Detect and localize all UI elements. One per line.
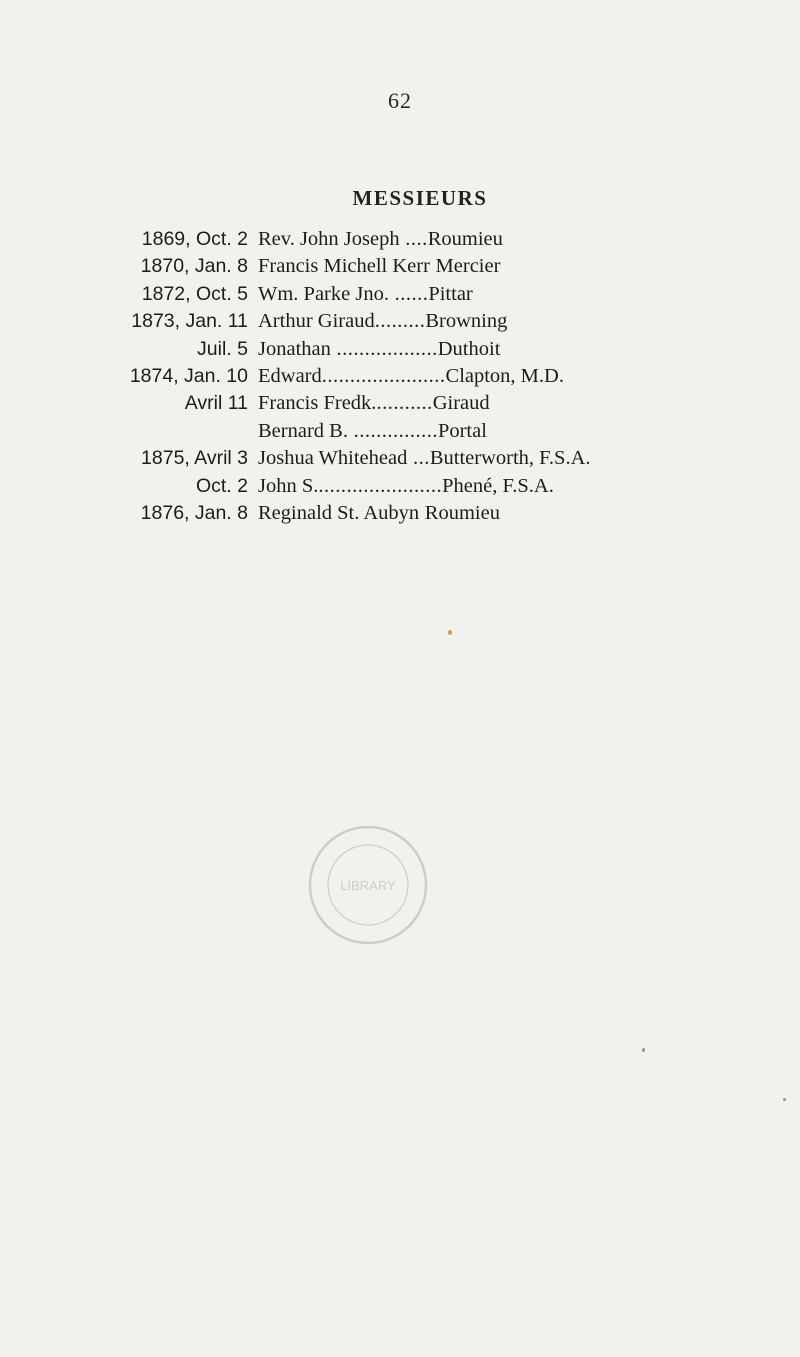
entry-name xyxy=(258,308,507,335)
entry-name xyxy=(258,390,490,417)
entry-name xyxy=(258,281,473,308)
entry-date: Oct. 2 xyxy=(195,474,248,497)
entry-given-names: Bernard B. xyxy=(258,419,348,442)
entry-given-names: Edward xyxy=(258,364,322,387)
dot-leader: ............... xyxy=(347,419,438,442)
entry-surname: Giraud xyxy=(432,392,490,415)
paper-speck xyxy=(448,630,452,635)
entry-name xyxy=(258,500,500,527)
dot-leader: .................. xyxy=(330,337,438,360)
entry-row xyxy=(0,363,800,390)
entry-surname: Clapton, M.D. xyxy=(445,364,564,387)
dot-leader: ...................... xyxy=(321,364,446,387)
dot-leader: ...................... xyxy=(318,474,443,497)
entry-date: Avril 11 xyxy=(184,392,248,415)
dot-leader: .......... xyxy=(376,392,433,415)
entry-surname: Butterworth, F.S.A. xyxy=(429,447,591,470)
paper-speck xyxy=(642,1048,645,1052)
dot-leader: ......... xyxy=(374,310,426,333)
entry-given-names: Francis Fredk. xyxy=(258,392,377,415)
entry-name xyxy=(258,418,487,445)
entry-row xyxy=(0,473,800,500)
entry-given-names: Jonathan xyxy=(258,337,331,360)
entry-surname: Browning xyxy=(425,310,508,333)
entry-date: 1869, Oct. 2 xyxy=(141,228,248,250)
library-stamp xyxy=(303,820,433,950)
entry-name xyxy=(258,473,554,500)
section-heading: MESSIEURS xyxy=(352,186,488,210)
entry-row xyxy=(0,500,800,527)
entry-name xyxy=(258,363,564,390)
entry-date: 1870, Jan. 8 xyxy=(140,255,248,278)
entry-row xyxy=(0,308,800,335)
entry-row xyxy=(0,226,800,253)
entry-date: 1876, Jan. 8 xyxy=(140,501,248,524)
entries-list xyxy=(0,226,800,527)
entry-given-names: Arthur Giraud xyxy=(258,310,375,333)
dot-leader: ...... xyxy=(388,282,429,305)
entry-date: 1874, Jan. 10 xyxy=(129,364,248,387)
entry-given-names: Reginald St. Aubyn xyxy=(258,501,420,524)
entry-row xyxy=(0,390,800,417)
entry-surname: Portal xyxy=(437,419,487,442)
entry-surname: Roumieu xyxy=(424,501,500,524)
entry-surname: Pittar xyxy=(428,282,473,305)
entry-date: 1872, Oct. 5 xyxy=(141,282,248,305)
page-number: 62 xyxy=(388,88,412,113)
entry-row xyxy=(0,445,800,472)
entry-name xyxy=(258,253,500,280)
dot-leader: ... xyxy=(407,447,430,470)
entry-given-names: John S. xyxy=(258,474,319,497)
entry-surname: Duthoit xyxy=(437,337,501,360)
entry-row xyxy=(0,418,800,445)
entry-surname: Mercier xyxy=(435,255,501,278)
entry-name xyxy=(258,445,591,472)
entry-surname: Phené, F.S.A. xyxy=(442,474,554,497)
stamp-text: LIBRARY xyxy=(340,878,396,893)
entry-date: Juil. 5 xyxy=(197,337,248,360)
entry-name xyxy=(258,336,500,363)
entry-date: 1875, Avril 3 xyxy=(141,447,248,470)
entry-row xyxy=(0,281,800,308)
entry-surname: Roumieu xyxy=(427,228,503,250)
entry-given-names: Francis Michell Kerr xyxy=(258,255,430,278)
entry-given-names: Rev. John Joseph xyxy=(258,228,400,250)
entry-row xyxy=(0,253,800,280)
paper-speck xyxy=(783,1098,786,1101)
entry-row xyxy=(0,336,800,363)
entry-given-names: Joshua Whitehead xyxy=(258,447,408,470)
dot-leader: .... xyxy=(399,228,428,250)
entry-given-names: Wm. Parke Jno. xyxy=(258,282,389,305)
entry-name xyxy=(258,226,503,253)
entry-date: 1873, Jan. 11 xyxy=(131,310,248,333)
